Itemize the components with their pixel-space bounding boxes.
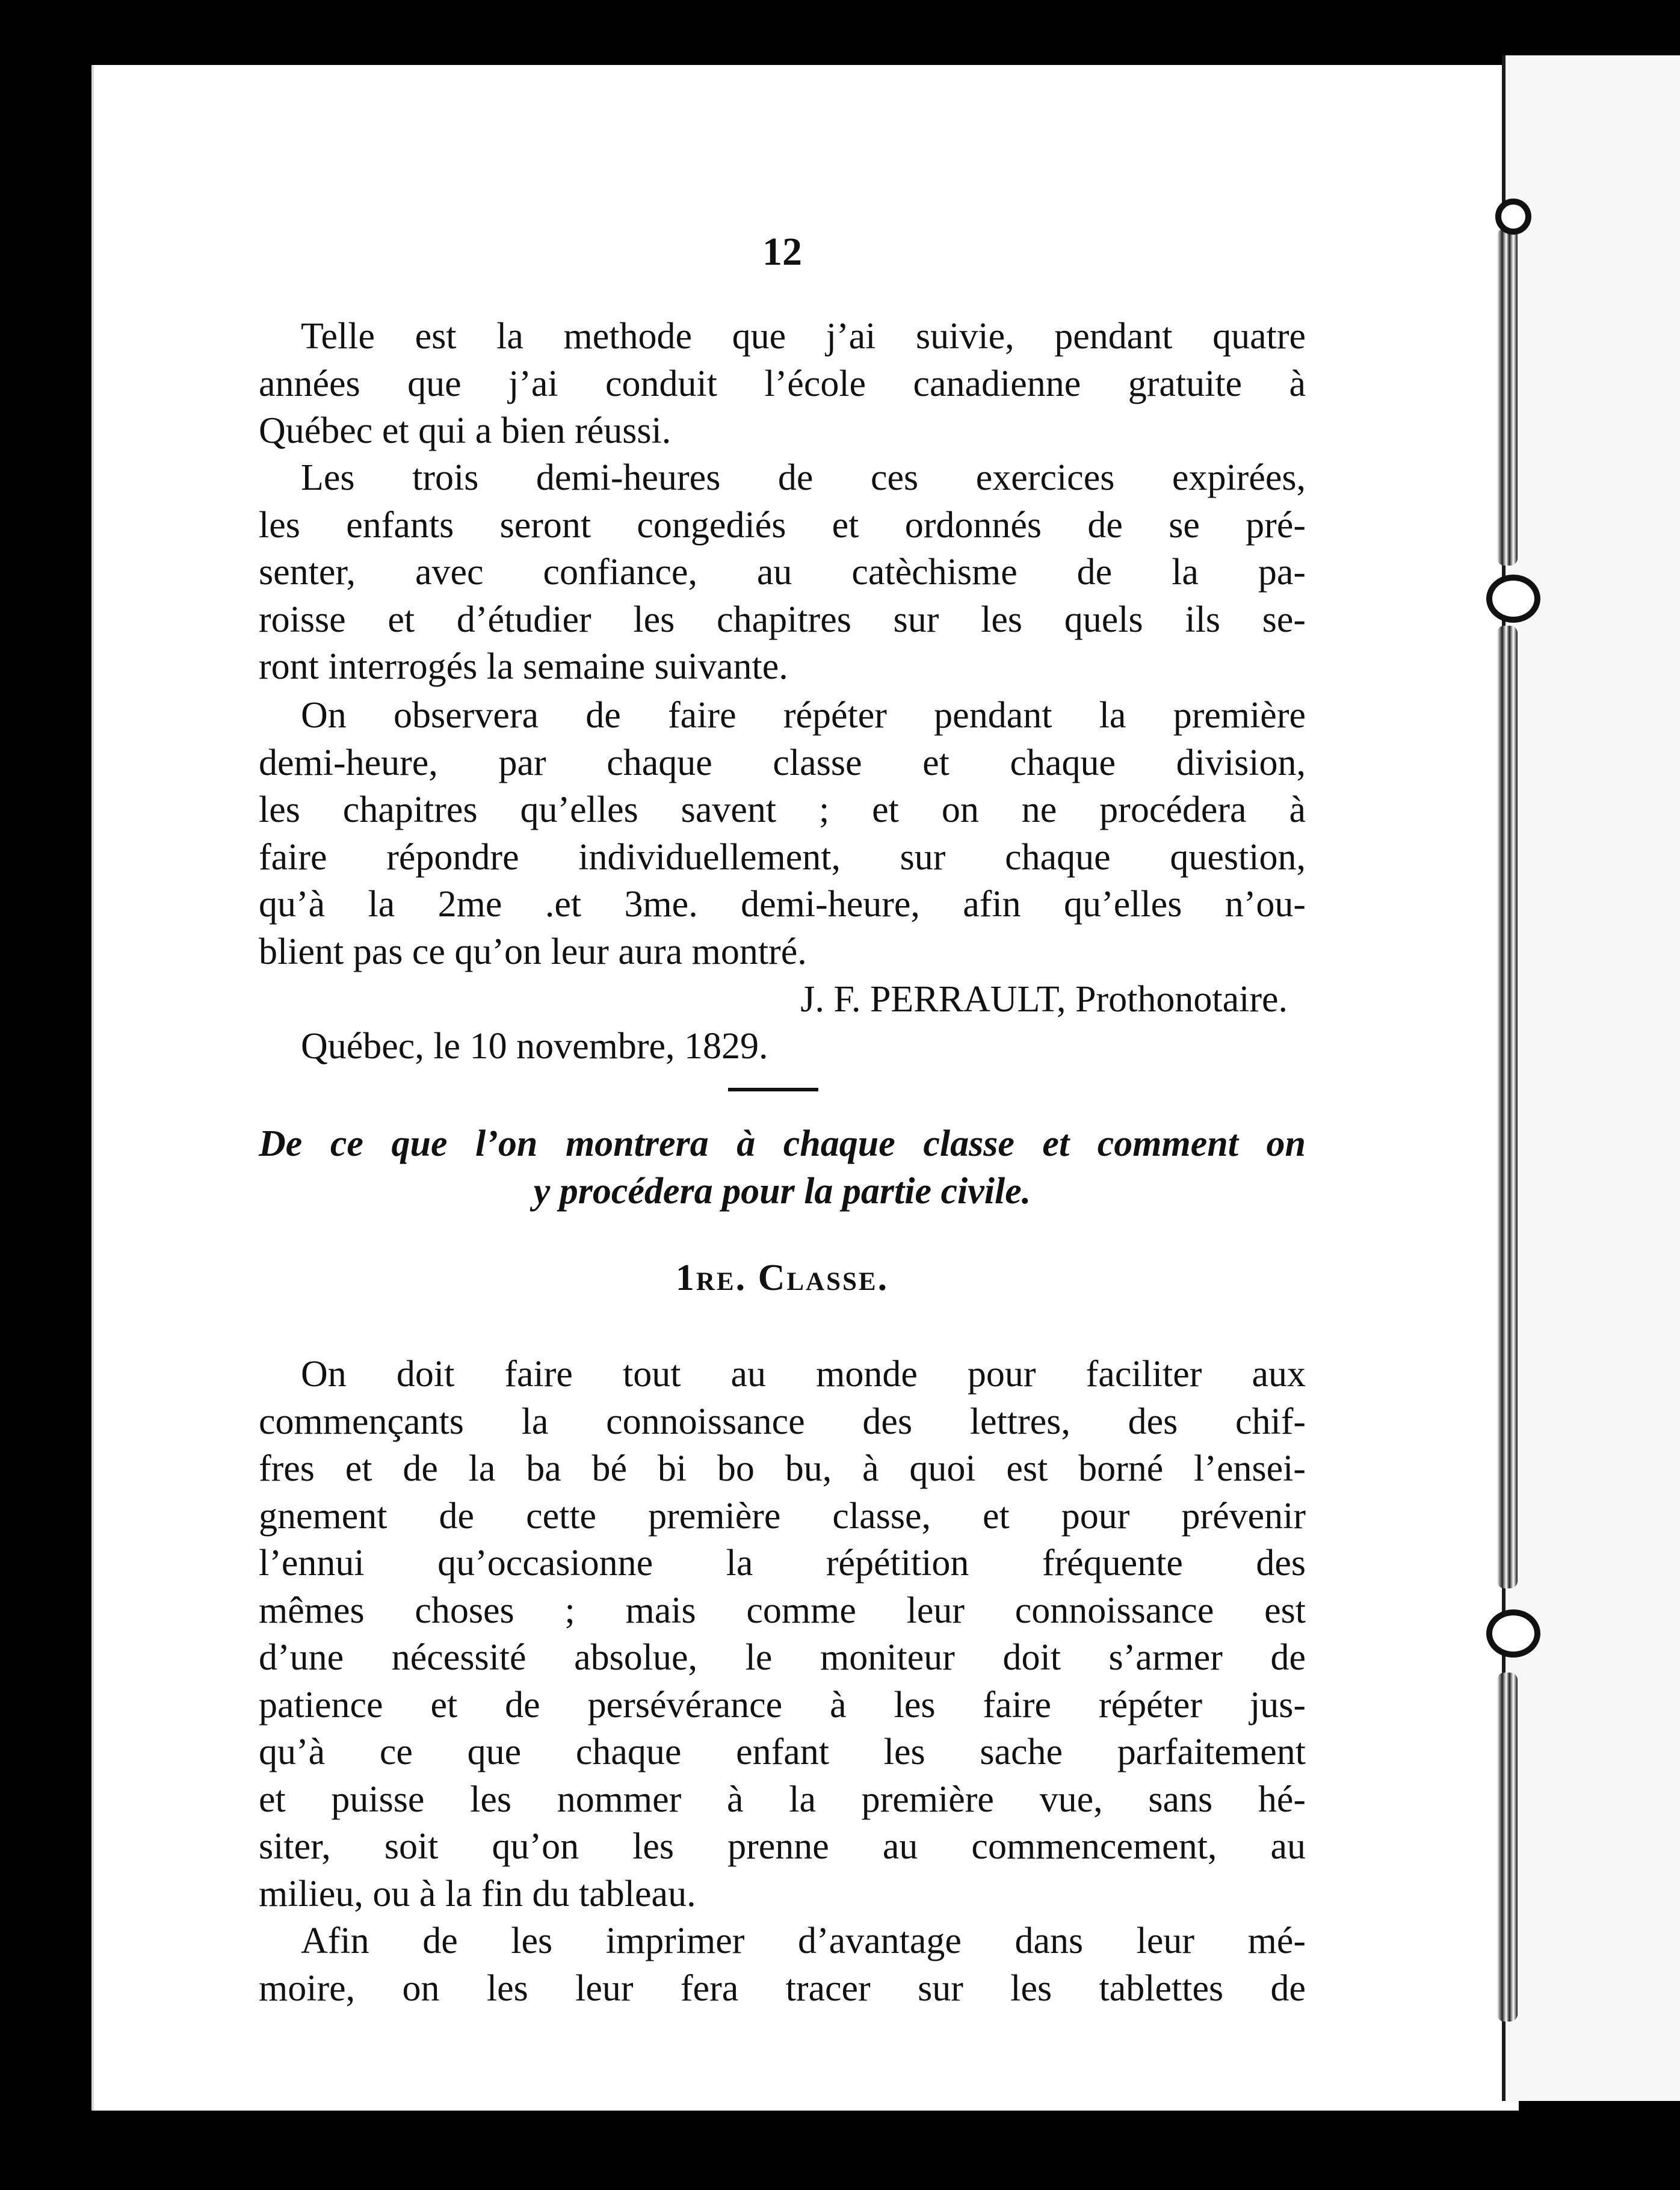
text-line: les enfants seront congediés et ordonnés de se pré-: [259, 504, 1306, 546]
binding-thread: [1497, 229, 1518, 566]
text-line: et puisse les nommer à la première vue, sans hé-: [259, 1778, 1306, 1820]
text-line: siter, soit qu’on les prenne au commencement, au: [259, 1826, 1306, 1867]
facing-page-edge: [1502, 55, 1680, 2101]
text-line: années que j’ai conduit l’école canadienne gratuite à: [259, 363, 1306, 404]
text-line: milieu, ou à la fin du tableau.: [259, 1873, 696, 1914]
place-date: [259, 1023, 1306, 1070]
place-date-line: Québec, le 10 novembre, 1829.: [301, 1026, 768, 1067]
text-line: mêmes choses ; mais comme leur connoissance est: [259, 1590, 1306, 1631]
text-line: On doit faire tout au monde pour faciliter aux: [301, 1354, 1306, 1395]
paragraph-5: [259, 1917, 1306, 2012]
paragraph-3: [259, 692, 1306, 975]
binding-knot: [1486, 575, 1540, 623]
binding-thread: [1497, 626, 1518, 1588]
separator-rule: [728, 1088, 818, 1091]
text-line: faire répondre individuellement, sur chaque question,: [259, 836, 1306, 878]
heading-line: y procédera pour la partie civile.: [533, 1170, 1031, 1212]
paragraph-1: [259, 313, 1306, 455]
text-line: Afin de les imprimer d’avantage dans leur mé-: [301, 1920, 1306, 1961]
paragraph-4: [259, 1351, 1306, 1917]
text-line: ront interrogés la semaine suivante.: [259, 646, 788, 687]
signature: J. F. PERRAULT, Prothonotaire.: [800, 979, 1288, 1020]
text-line: Les trois demi-heures de ces exercices expirées,: [301, 457, 1306, 498]
text-line: Québec et qui a bien réussi.: [259, 410, 672, 451]
text-line: l’ennui qu’occasionne la répétition fréquente des: [259, 1543, 1306, 1584]
text-line: qu’à ce que chaque enfant les sache parfaitement: [259, 1732, 1306, 1772]
text-line: d’une nécessité absolue, le moniteur doit s’armer de: [259, 1637, 1306, 1678]
binding-thread: [1497, 1673, 1518, 2022]
page-number: 12: [762, 230, 802, 274]
text-line: fres et de la ba bé bi bo bu, à quoi est borné l’ensei-: [259, 1448, 1306, 1489]
text-line: moire, on les leur fera tracer sur les tablettes de: [259, 1967, 1306, 2009]
text-line: senter, avec confiance, au catèchisme de la pa-: [259, 552, 1306, 593]
section-heading: [259, 1120, 1306, 1215]
text-line: On observera de faire répéter pendant la première: [301, 695, 1306, 736]
heading-line: De ce que l’on montrera à chaque classe et comment on: [259, 1123, 1306, 1164]
text-line: les chapitres qu’elles savent ; et on ne procédera à: [259, 789, 1306, 830]
class-heading: 1re. Classe.: [675, 1257, 889, 1298]
text-line: qu’à la 2me .et 3me. demi-heure, afin qu’elles n’ou-: [259, 884, 1306, 925]
binding-knot: [1486, 1609, 1540, 1658]
text-line: patience et de persévérance à les faire répéter jus-: [259, 1684, 1306, 1726]
text-line: Telle est la methode que j’ai suivie, pendant quatre: [301, 316, 1306, 357]
text-line: roisse et d’étudier les chapitres sur les quels ils se-: [259, 599, 1306, 640]
text-line: blient pas ce qu’on leur aura montré.: [259, 931, 807, 972]
text-line: commençants la connoissance des lettres, des chif-: [259, 1401, 1306, 1442]
text-line: demi-heure, par chaque classe et chaque division,: [259, 742, 1306, 783]
paragraph-2: [259, 454, 1306, 691]
binding-knot: [1495, 199, 1531, 235]
text-line: gnement de cette première classe, et pour prévenir: [259, 1495, 1306, 1537]
